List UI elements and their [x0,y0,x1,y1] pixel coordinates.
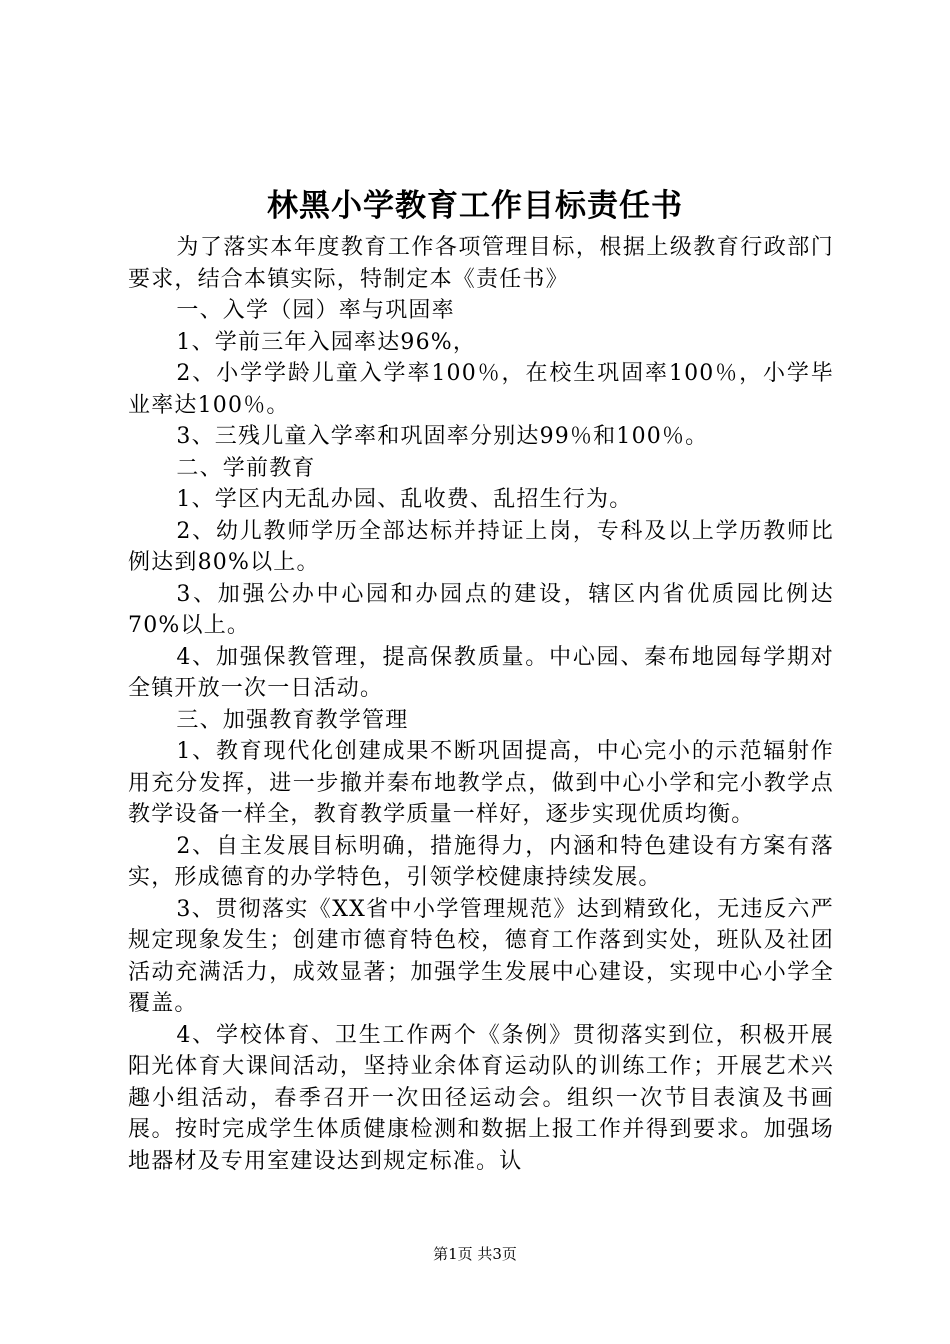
list-item: 2、幼儿教师学历全部达标并持证上岗，专科及以上学历教师比例达到80%以上。 [128,518,834,575]
list-item: 2、小学学龄儿童入学率100％，在校生巩固率100％，小学毕业率达100％。 [128,361,834,418]
page-footer [0,1244,950,1264]
section-heading: 一、入学（园）率与巩固率 [176,298,455,323]
document-body [128,232,834,1177]
intro-paragraph: 为了落实本年度教育工作各项管理目标，根据上级教育行政部门要求，结合本镇实际，特制定本《责任书》 [128,235,834,292]
list-item: 4、加强保教管理，提高保教质量。中心园、秦布地园每学期对全镇开放一次一日活动。 [128,644,834,701]
page-number: 第1页 共3页 [433,1245,517,1263]
list-item: 4、学校体育、卫生工作两个《条例》贯彻落实到位，积极开展阳光体育大课间活动，坚持业余体育运动队的训练工作；开展艺术兴趣小组活动，春季召开一次田径运动会。组织一次节目表演及书画展。按时完成学生体质健康检测和数据上报工作并得到要求。加强场地器材及专用室建设达到规定标准。认 [128,1022,834,1174]
list-item: 2、自主发展目标明确，措施得力，内涵和特色建设有方案有落实，形成德育的办学特色，引领学校健康持续发展。 [128,833,834,890]
list-item: 3、贯彻落实《XX省中小学管理规范》达到精致化，无违反六严规定现象发生；创建市德育特色校，德育工作落到实处，班队及社团活动充满活力，成效显著；加强学生发展中心建设，实现中心小学全覆盖。 [128,896,834,1016]
section-heading: 三、加强教育教学管理 [176,707,409,733]
list-item: 3、三残儿童入学率和巩固率分别达99％和100％。 [176,424,709,449]
list-item: 3、加强公办中心园和办园点的建设，辖区内省优质园比例达70%以上。 [128,581,834,638]
list-item: 1、学前三年入园率达96%， [176,329,477,355]
section-heading: 二、学前教育 [176,455,316,481]
list-item: 1、学区内无乱办园、乱收费、乱招生行为。 [176,487,633,512]
document-title: 林黑小学教育工作目标责任书 [267,188,683,224]
list-item: 1、教育现代化创建成果不断巩固提高，中心完小的示范辐射作用充分发挥，进一步撤并秦布地教学点，做到中心小学和完小教学点教学设备一样全，教育教学质量一样好，逐步实现优质均衡。 [128,739,834,827]
